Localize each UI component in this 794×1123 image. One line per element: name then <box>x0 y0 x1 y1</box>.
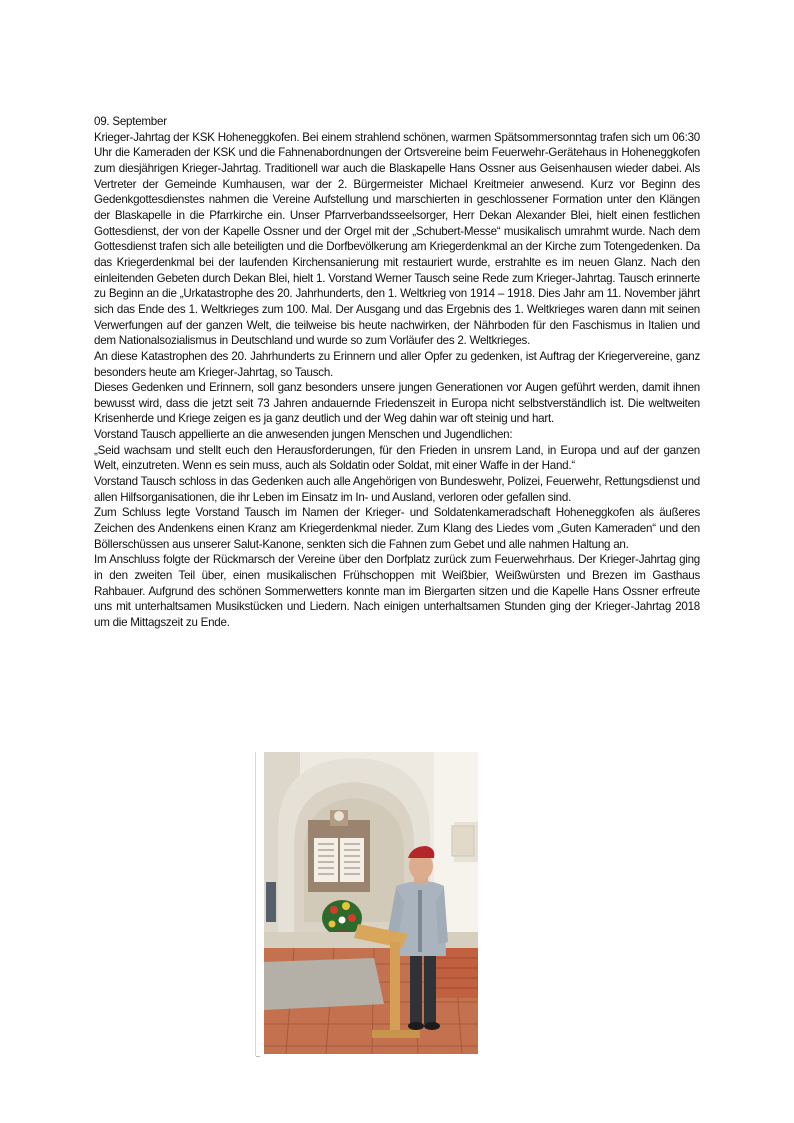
paragraph-commemoration: Vorstand Tausch schloss in das Gedenken auch alle Angehörigen von Bundeswehr, Polizei, Feuerwehr, Rettungsdienst und allen Hilfsorganisationen, die ihr Leben im Einsatz im In- und Ausland, verloren oder gefallen sind. <box>94 475 700 504</box>
paragraph-closing: Im Anschluss folgte der Rückmarsch der Vereine über den Dorfplatz zurück zum Feuerwehrhaus. Der Krieger-Jahrtag ging in den zweiten Teil über, einen musikalischen Frühschoppen mit Weißbier, Weißwürsten und Brezen im Gasthaus Rahbauer. Aufgrund des schönen Sommerwetters konnte man im Biergarten sitzen und die Kapelle Hans Ossner erfreute uns mit unterhaltsamen Musikstücken und Liedern. Nach einigen unterhaltsamen Stunden ging der Krieger-Jahrtag 2018 um die Mittagszeit zu Ende. <box>94 553 700 629</box>
article-date: 09. September <box>94 115 167 128</box>
image-margin-mark <box>256 1056 260 1057</box>
photo-war-memorial-speech <box>264 752 478 1054</box>
paragraph-generations: Dieses Gedenken und Erinnern, soll ganz besonders unsere jungen Generationen vor Augen geführt werden, damit ihnen bewusst wird, dass die jetzt seit 73 Jahren andauernde Friedenszeit in Europa nicht selbstverständlich ist. Die weltweiten Krisenherde und Kriege zeigen es ja ganz deutlich und der Weg dahin war oft steinig und hart. <box>94 381 700 426</box>
paragraph-remembrance: An diese Katastrophen des 20. Jahrhunderts zu Erinnern und aller Opfer zu gedenken, ist Auftrag der Kriegervereine, ganz besonders heute am Krieger-Jahrtag, so Tausch. <box>94 349 700 379</box>
paragraph-appeal: Vorstand Tausch appellierte an die anwesenden jungen Menschen und Jugendlichen: <box>94 428 513 442</box>
article-body <box>94 114 700 631</box>
photo-illustration <box>264 752 478 1054</box>
paragraph-wreath: Zum Schluss legte Vorstand Tausch im Namen der Krieger- und Soldatenkameradschaft Hoheneggkofen als äußeres Zeichen des Andenkens einen Kranz am Kriegerdenkmal nieder. Zum Klang des Liedes vom „Guten Kameraden“ und den Böllerschüssen aus unserer Salut-Kanone, senkten sich die Fahnen zum Gebet und alle nahmen Haltung an. <box>94 506 700 551</box>
paragraph-quote: „Seid wachsam und stellt euch den Herausforderungen, für den Frieden in unsrem Land, in Europa und auf der ganzen Welt, einzutreten. Wenn es sein muss, auch als Soldatin oder Soldat, mit einer Waffe in der Hand.“ <box>94 443 700 473</box>
image-margin-line <box>255 752 256 1056</box>
paragraph-intro: Krieger-Jahrtag der KSK Hoheneggkofen. Bei einem strahlend schönen, warmen Spätsommersonntag trafen sich um 06:30 Uhr die Kameraden der KSK und die Fahnenabordnungen der Ortsvereine beim Feuerwehr-Gerätehaus in Hoheneggkofen zum diesjährigen Krieger-Jahrtag. Traditionell war auch die Blaskapelle Hans Ossner aus Geisenhausen wieder dabei. Als Vertreter der Gemeinde Kumhausen, war der 2. Bürgermeister Michael Kreitmeier anwesend. Kurz vor Beginn des Gedenkgottesdienstes nahmen die Vereine Aufstellung und marschierten in geschlossener Formation unter den Klängen der Blaskapelle in die Pfarrkirche ein. Unser Pfarrverbandsseelsorger, Herr Dekan Alexander Blei, hielt einen festlichen Gottesdienst, der von der Kapelle Ossner und der Orgel mit der „Schubert-Messe“ musikalisch umrahmt wurde. Nach dem Gottesdienst trafen sich alle beteiligten und die Dorfbevölkerung am Kriegerdenkmal an der Kirche zum Totengedenken. Da das Kriegerdenkmal bei der laufenden Kirchensanierung mit restauriert wurde, erstrahlte es im neuen Glanz. Nach den einleitenden Gebeten durch Dekan Blei, hielt 1. Vorstand Werner Tausch seine Rede zum Krieger-Jahrtag. Tausch erinnerte zu Beginn an die „Urkatastrophe des 20. Jahrhunderts, den 1. Weltkrieg von 1914 – 1918. Dies Jahr am 11. November jährt sich das Ende des 1. Weltkrieges zum 100. Mal. Der Ausgang und das Ergebnis des 1. Weltkrieges waren dann mit seinen Verwerfungen auf der ganzen Welt, die teilweise bis heute nachwirken, der Nährboden für den Faschismus in Italien und dem Nationalsozialismus in Deutschland und wurde so zum Vorläufer des 2. Weltkrieges. <box>94 130 700 348</box>
